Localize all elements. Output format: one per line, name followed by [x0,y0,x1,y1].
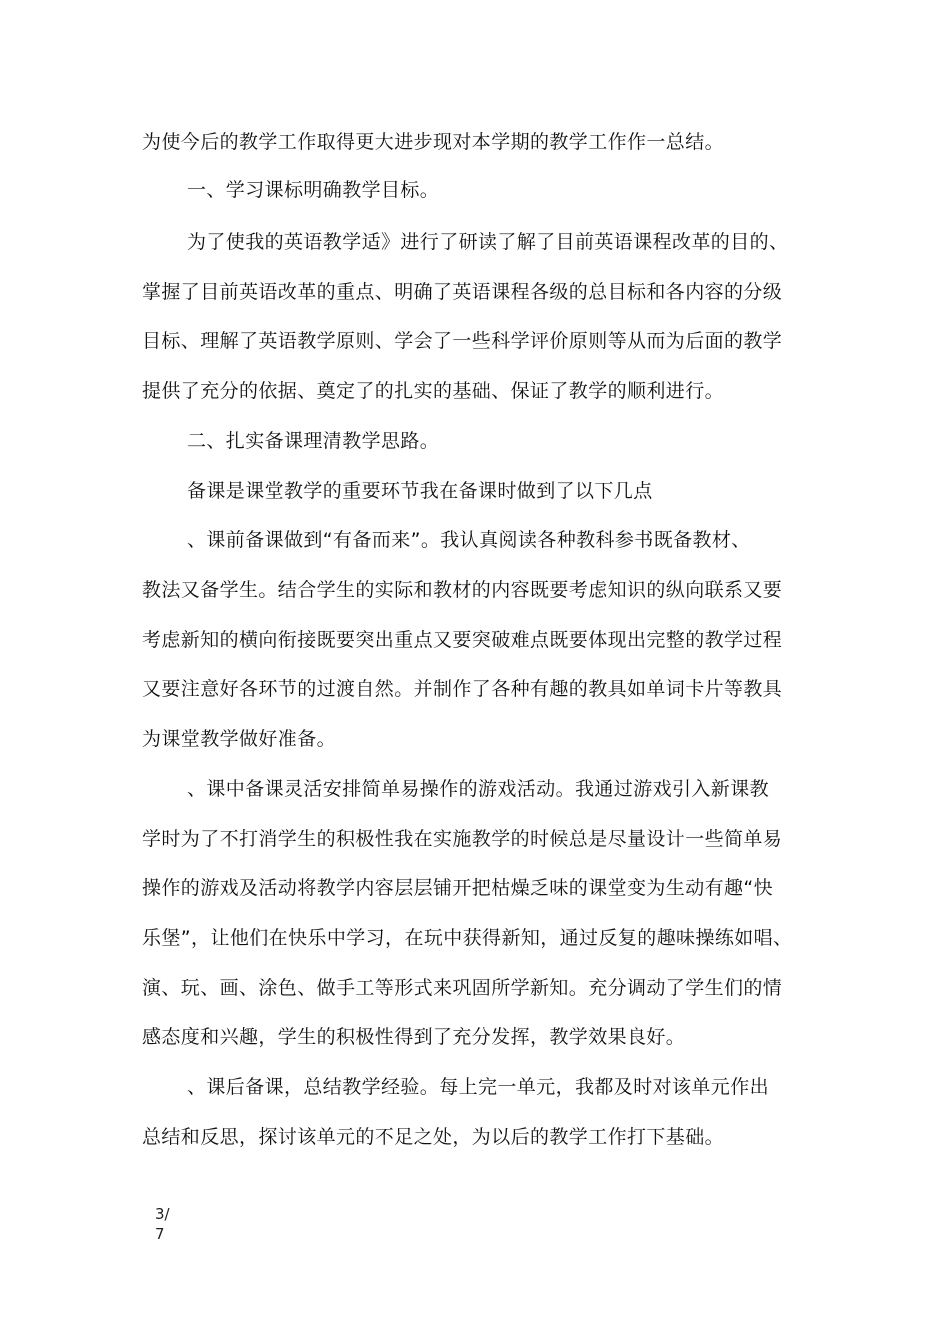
text-line: 、课中备课灵活安排简单易操作的游戏活动。我通过游戏引入新课教 [187,778,770,800]
text-line: 为了使我的英语教学适》进行了研读了解了目前英语课程改革的目的、 [187,231,789,253]
text-line: 目标、理解了英语教学原则、学会了一些科学评价原则等从而为后面的教学 [142,330,783,352]
text-line: 学时为了不打消学生的积极性我在实施教学的时候总是尽量设计一些简单易 [142,828,783,850]
text-line: 演、玩、画、涂色、做手工等形式来巩固所学新知。充分调动了学生们的情 [142,977,783,999]
text-line: 为使今后的教学工作取得更大进步现对本学期的教学工作作一总结。 [142,131,725,153]
section-heading: 一、学习课标明确教学目标。 [187,179,440,201]
page-number-total: 7 [155,1225,165,1243]
text-line: 提供了充分的依据、奠定了的扎实的基础、保证了教学的顺利进行。 [142,380,725,402]
text-line: 、课后备课，总结教学经验。每上完一单元，我都及时对该单元作出 [187,1076,770,1098]
text-line: 乐堡”，让他们在快乐中学习，在玩中获得新知，通过反复的趣味操练如唱、 [142,927,793,949]
text-line: 掌握了目前英语改革的重点、明确了英语课程各级的总目标和各内容的分级 [142,281,783,303]
text-line: 教法又备学生。结合学生的实际和教材的内容既要考虑知识的纵向联系又要 [142,579,783,601]
section-heading: 二、扎实备课理清教学思路。 [187,430,440,452]
page-number-current: 3/ [155,1205,170,1223]
text-line: 又要注意好各环节的过渡自然。并制作了各种有趣的教具如单词卡片等教具 [142,678,783,700]
page-number [155,1204,170,1244]
text-line: 总结和反思，探讨该单元的不足之处，为以后的教学工作打下基础。 [142,1126,725,1148]
text-line: 感态度和兴趣，学生的积极性得到了充分发挥，教学效果良好。 [142,1026,686,1048]
text-line: 考虑新知的横向衔接既要突出重点又要突破难点既要体现出完整的教学过程 [142,629,783,651]
text-line: 、课前备课做到“有备而来”。我认真阅读各种教科参书既备教材、 [187,529,751,551]
text-line: 备课是课堂教学的重要环节我在备课时做到了以下几点 [187,480,653,502]
text-line: 操作的游戏及活动将教学内容层层铺开把枯燥乏味的课堂变为生动有趣“快 [142,877,774,899]
text-line: 为课堂教学做好准备。 [142,728,337,750]
